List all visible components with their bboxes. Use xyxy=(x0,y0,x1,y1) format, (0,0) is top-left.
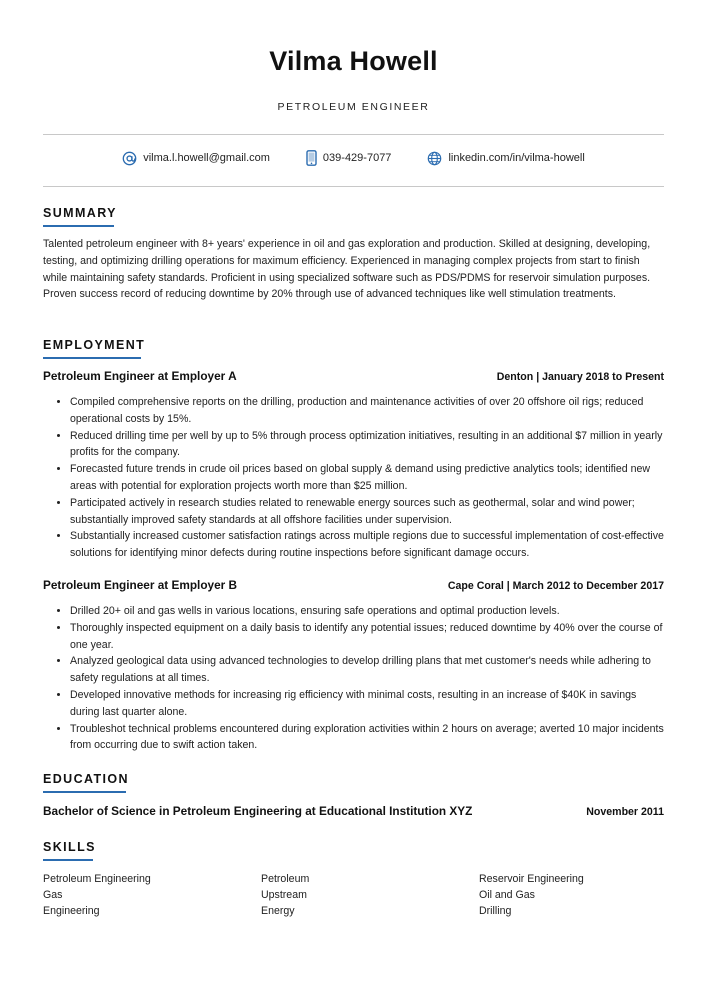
list-item: • Compiled comprehensive reports on the drilling, production and maintenance activities of over 20 offshore oil rigs; reduced operational costs by 15%. xyxy=(70,394,664,428)
list-item: • Reduced drilling time per well by up to 5% through process optimization initiatives, resulting in an additional $7 million in yearly profits for the company. xyxy=(70,428,664,462)
at-icon xyxy=(122,151,137,166)
list-item: • Drilled 20+ oil and gas wells in various locations, ensuring safe operations and optimal production levels. xyxy=(70,603,664,620)
employment-underline xyxy=(43,357,141,359)
contact-linkedin[interactable] xyxy=(427,150,584,166)
summary-heading: SUMMARY xyxy=(43,206,117,220)
header-divider-bottom xyxy=(43,186,664,187)
contact-phone-text: 039-429-7077 xyxy=(322,152,392,164)
job-header xyxy=(43,578,664,592)
job-title: Petroleum Engineer at Employer A xyxy=(43,369,237,383)
candidate-role: PETROLEUM ENGINEER xyxy=(277,101,430,113)
skill-item: Gas xyxy=(43,889,63,901)
job-bullets xyxy=(43,603,664,754)
list-item: • Forecasted future trends in crude oil prices based on global supply & demand using predictive analytics tools; identified new areas with potential for exploration projects worth more than $25 million. xyxy=(70,461,664,495)
skill-item: Reservoir Engineering xyxy=(479,873,584,885)
skill-item: Engineering xyxy=(43,905,100,917)
education-underline xyxy=(43,791,126,793)
contact-email-text: vilma.l.howell@gmail.com xyxy=(143,152,270,164)
job-meta: Denton | January 2018 to Present xyxy=(496,371,664,383)
phone-icon xyxy=(306,150,317,166)
candidate-name: Vilma Howell xyxy=(269,46,438,76)
job-title: Petroleum Engineer at Employer B xyxy=(43,578,238,592)
contact-phone[interactable] xyxy=(306,150,392,166)
skills-grid xyxy=(43,871,664,919)
skill-item: Petroleum xyxy=(261,873,310,885)
summary-text: Talented petroleum engineer with 8+ years' experience in oil and gas exploration and production. Skilled at designing, developing, testing, and optimizing drilling operations for maximum efficiency. Experienced in managing complex projects from start to finish while maintaining safety standards. Proficient in using specialized software such as PDS/PDMS for reservoir simulation purposes. Proven success record of reducing downtime by 20% through use of advanced techniques like well stimulation treatments. xyxy=(43,238,651,301)
education-date: November 2011 xyxy=(586,806,664,818)
skill-item: Drilling xyxy=(479,905,512,917)
education-entry xyxy=(43,804,664,818)
skill-item: Upstream xyxy=(261,889,307,901)
contact-email[interactable] xyxy=(122,150,270,166)
list-item: • Participated actively in research studies related to renewable energy sources such as geothermal, solar and wind power; substantially improved safety standards at all offshore facilities under supervision. xyxy=(70,495,664,529)
header-divider-top xyxy=(43,134,664,135)
contact-bar xyxy=(43,150,664,166)
skill-item: Energy xyxy=(261,905,295,917)
skills-heading: SKILLS xyxy=(43,840,96,854)
job-meta: Cape Coral | March 2012 to December 2017 xyxy=(447,580,664,592)
skill-item: Petroleum Engineering xyxy=(43,873,151,885)
list-item: • Developed innovative methods for increasing rig efficiency with minimal costs, resulting in an increase of $40K in savings during last quarter alone. xyxy=(70,687,664,721)
list-item: • Substantially increased customer satisfaction ratings across multiple regions due to successful implementation of cost-effective solutions for identifying minor defects during routine inspections before significant damage occurs. xyxy=(70,528,664,562)
list-item: • Thoroughly inspected equipment on a daily basis to identify any potential issues; reduced downtime by 40% over the course of one year. xyxy=(70,620,664,654)
contact-linkedin-text: linkedin.com/in/vilma-howell xyxy=(448,152,585,164)
employment-heading: EMPLOYMENT xyxy=(43,338,146,352)
job-header xyxy=(43,369,664,383)
list-item: • Analyzed geological data using advanced technologies to develop drilling plans that met customer's needs while adhering to safety regulations at all times. xyxy=(70,653,664,687)
skills-underline xyxy=(43,859,93,861)
skill-item: Oil and Gas xyxy=(479,889,535,901)
list-item: • Troubleshot technical problems encountered during exploration activities within 2 hours on average; averted 10 major incidents from occurring due to swift action taken. xyxy=(70,721,664,755)
education-heading: EDUCATION xyxy=(43,772,129,786)
globe-icon xyxy=(427,151,442,166)
education-degree: Bachelor of Science in Petroleum Engineering at Educational Institution XYZ xyxy=(43,804,473,818)
job-bullets xyxy=(43,394,664,562)
summary-underline xyxy=(43,225,114,227)
